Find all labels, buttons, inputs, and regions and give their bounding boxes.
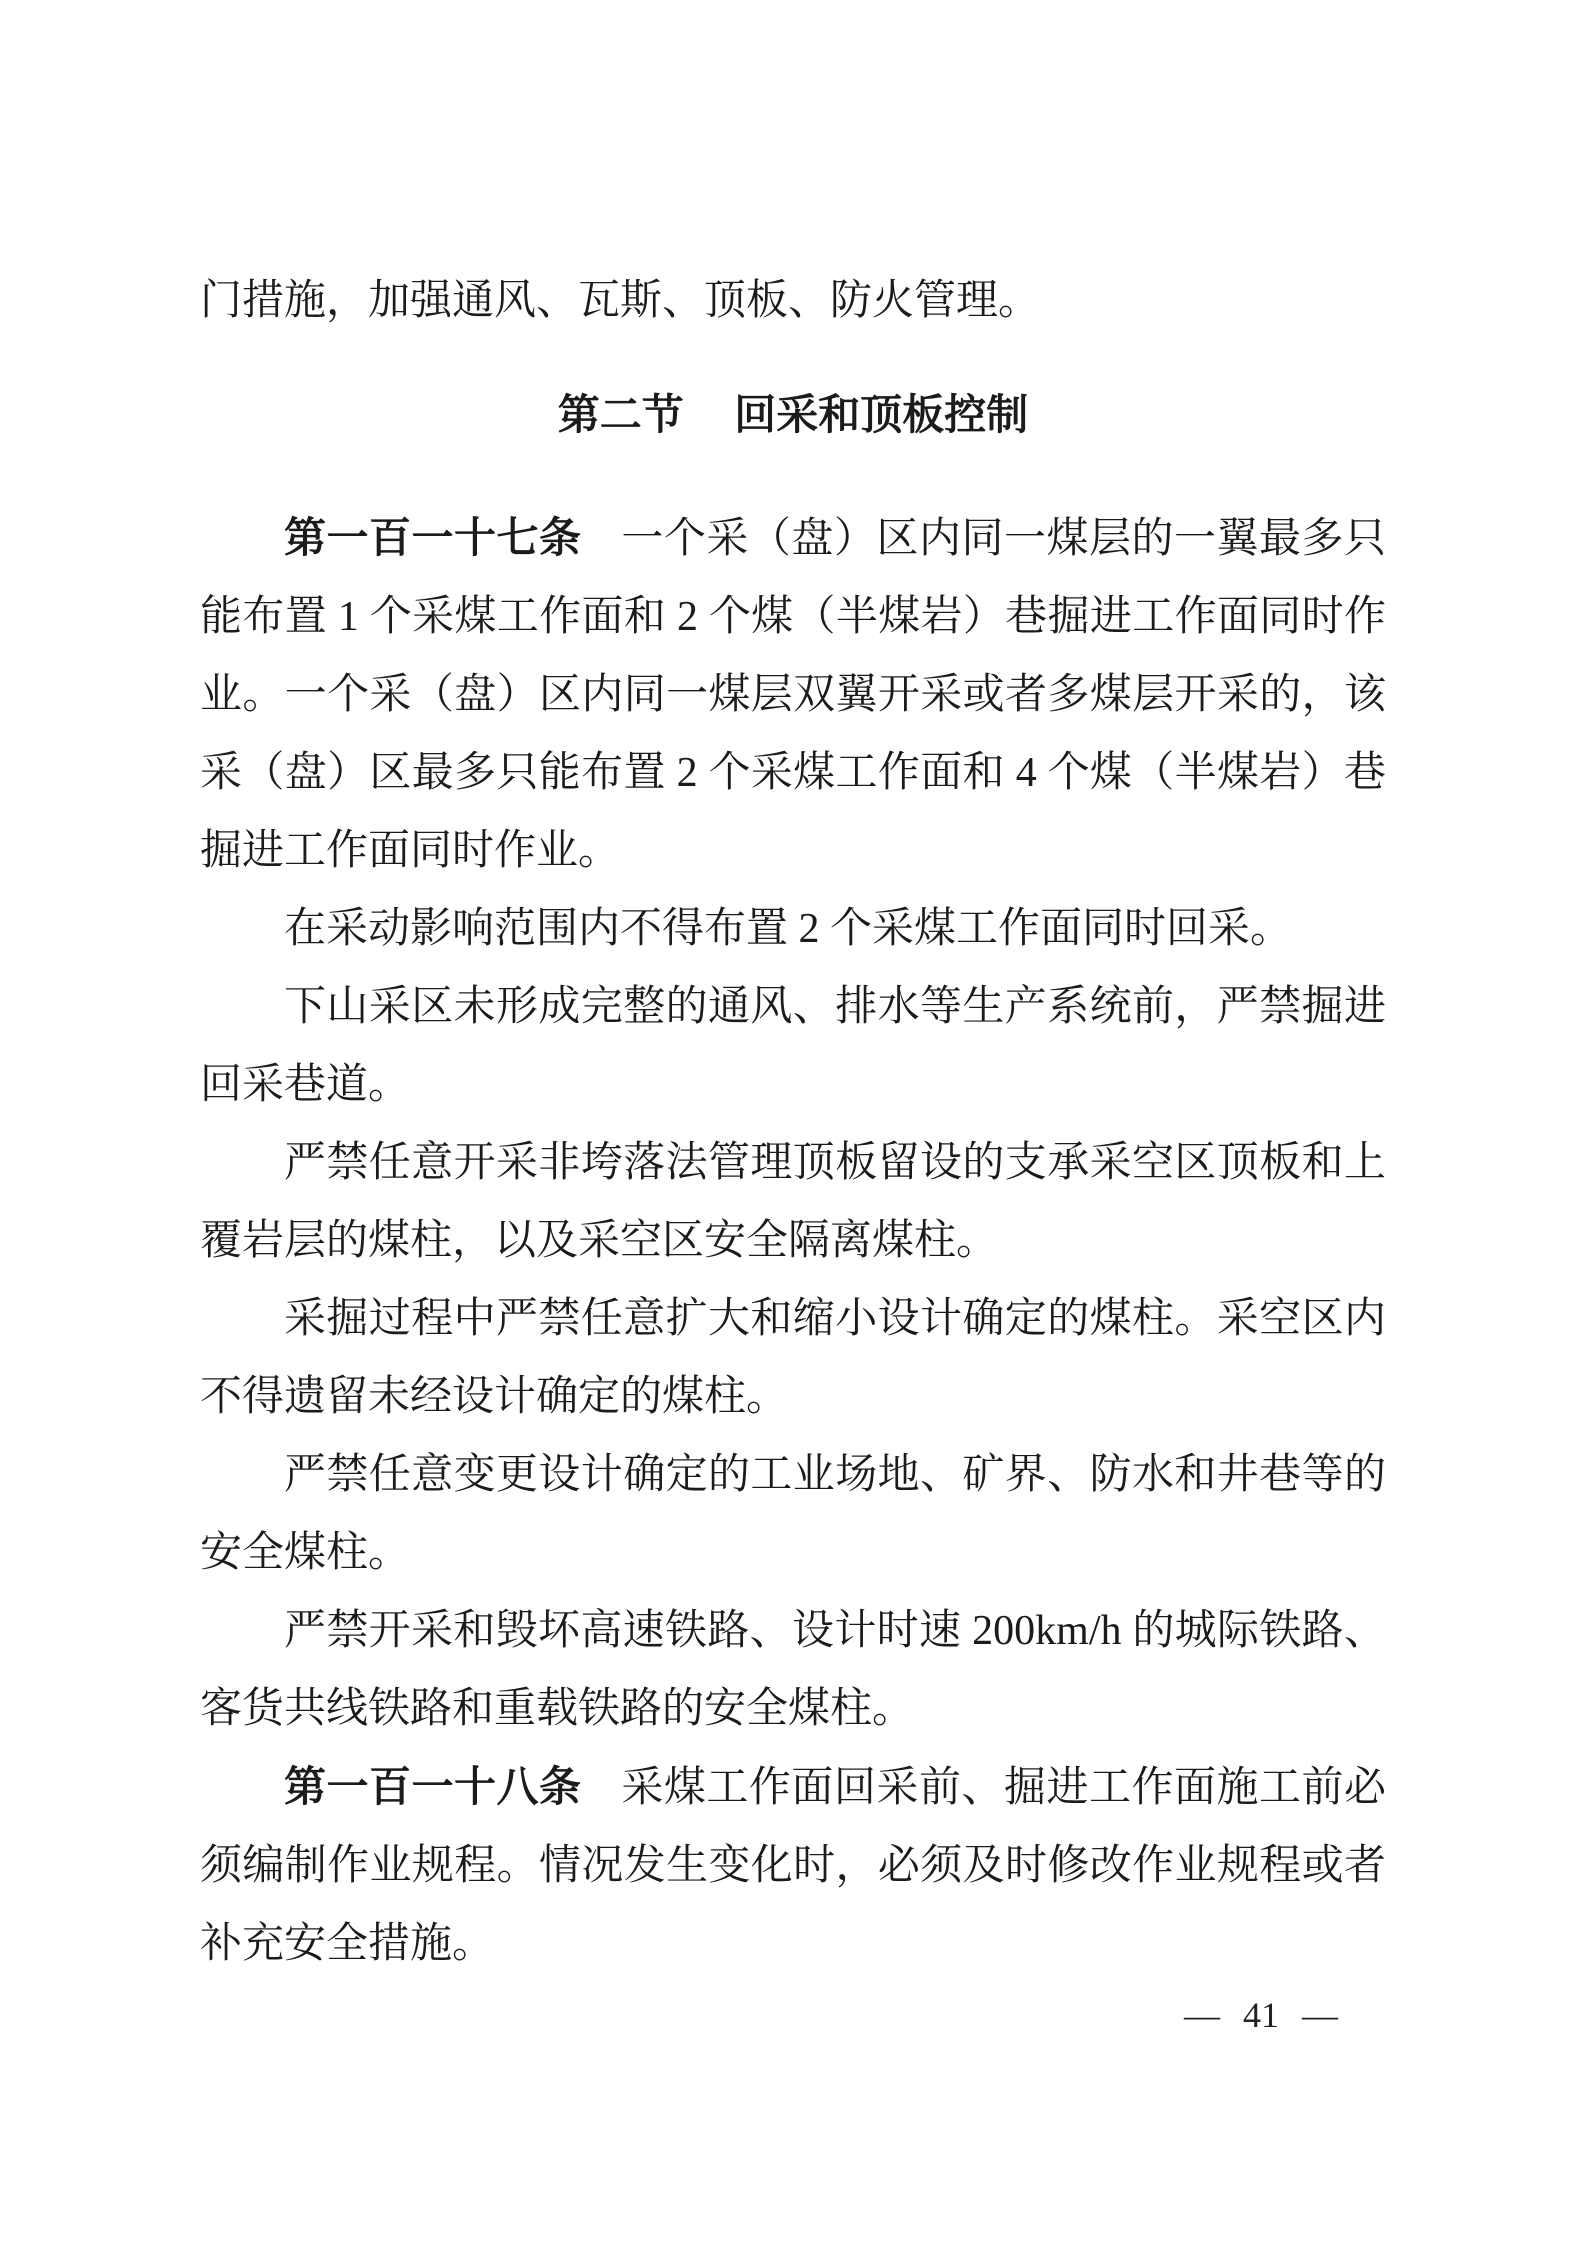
- section-title: 回采和顶板控制: [734, 393, 1029, 439]
- paragraph-downhill-district: 下山采区未形成完整的通风、排水等生产系统前，严禁掘进回采巷道。: [200, 984, 1386, 1108]
- paragraph-safety-pillars: 严禁任意变更设计确定的工业场地、矿界、防水和井巷等的安全煤柱。: [200, 1452, 1386, 1576]
- section-heading: [200, 377, 1386, 455]
- article-117: [200, 499, 1386, 890]
- page-number: — 41 —: [1184, 1995, 1338, 2035]
- paragraph-goaf-pillars: 严禁任意开采非垮落法管理顶板留设的支承采空区顶板和上覆岩层的煤柱，以及采空区安全隔离煤柱。: [200, 1140, 1386, 1264]
- article-118-number: 第一百一十八条: [284, 1763, 582, 1810]
- paragraph-mining-influence: 在采动影响范围内不得布置 2 个采煤工作面同时回采。: [284, 906, 1293, 952]
- article-118: [200, 1748, 1386, 1983]
- article-118-text: 采煤工作面回采前、掘进工作面施工前必须编制作业规程。情况发生变化时，必须及时修改作业规程或者补充安全措施。: [200, 1765, 1386, 1967]
- paragraph-pillar-design: 采掘过程中严禁任意扩大和缩小设计确定的煤柱。采空区内不得遗留未经设计确定的煤柱。: [200, 1296, 1386, 1420]
- paragraph-railway-pillars: 严禁开采和毁坏高速铁路、设计时速 200km/h 的城际铁路、客货共线铁路和重载铁路的安全煤柱。: [200, 1608, 1386, 1732]
- article-117-text: 一个采（盘）区内同一煤层的一翼最多只能布置 1 个采煤工作面和 2 个煤（半煤岩）巷掘进工作面同时作业。一个采（盘）区内同一煤层双翼开采或者多煤层开采的，该采（盘）区最多只能布置 2 个采煤工作面和 4 个煤（半煤岩）巷掘进工作面同时作业。: [200, 516, 1386, 874]
- section-number: 第二节: [557, 393, 684, 439]
- paragraph-continuation: 门措施，加强通风、瓦斯、顶板、防火管理。: [200, 278, 1041, 324]
- document-body: [200, 262, 1386, 1983]
- article-117-number: 第一百一十七条: [284, 514, 582, 561]
